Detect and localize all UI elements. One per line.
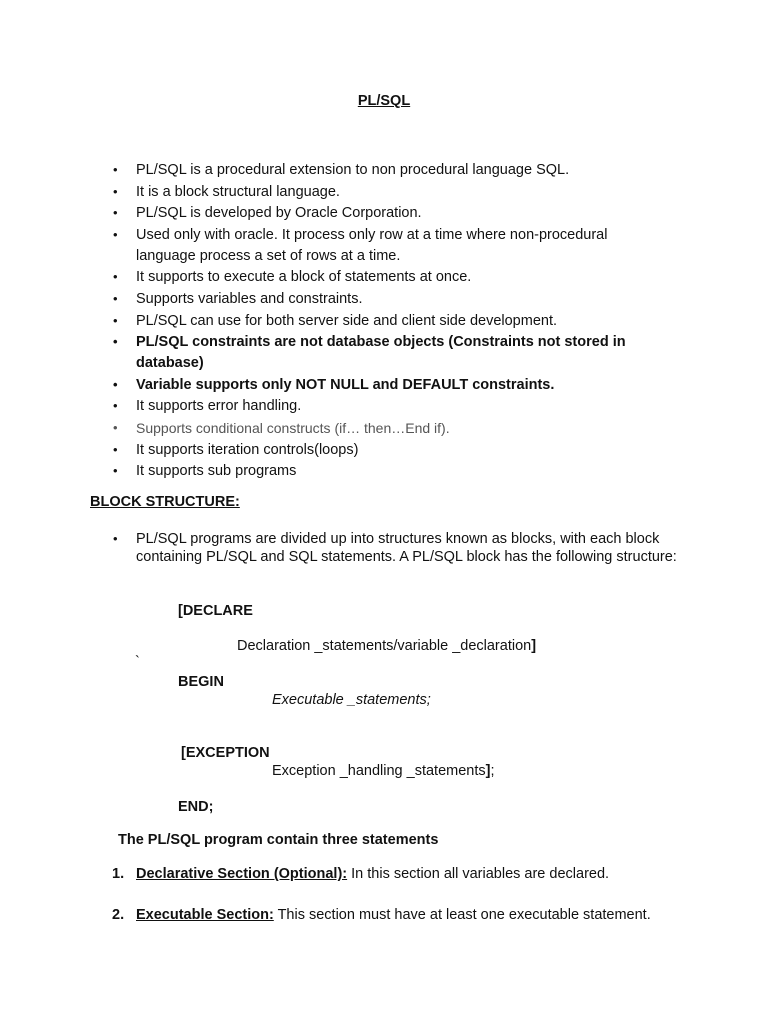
code-exception-handling: Exception _handling _statements bbox=[272, 763, 486, 779]
code-begin: BEGIN bbox=[178, 674, 224, 690]
code-end: END; bbox=[178, 799, 214, 815]
list-item bbox=[110, 906, 710, 924]
bullet-icon: • bbox=[113, 398, 118, 414]
summary-text: The PL/SQL program contain three statements bbox=[118, 832, 439, 848]
list-item-text: PL/SQL is a procedural extension to non procedural language SQL. bbox=[136, 162, 570, 178]
block-structure-heading: BLOCK STRUCTURE: bbox=[90, 494, 240, 510]
bullet-icon: • bbox=[113, 419, 118, 435]
bullet-icon: • bbox=[113, 290, 118, 306]
list-item bbox=[110, 311, 670, 332]
list-item-text: PL/SQL can use for both server side and client side development. bbox=[136, 312, 558, 329]
bullet-icon: • bbox=[113, 376, 118, 392]
bullet-icon: • bbox=[113, 205, 118, 221]
list-item bbox=[110, 225, 670, 266]
list-item-text: It supports sub programs bbox=[136, 463, 297, 480]
list-item bbox=[110, 375, 670, 396]
list-item-text: PL/SQL is developed by Oracle Corporation. bbox=[136, 205, 422, 222]
feature-list bbox=[110, 160, 670, 483]
list-item bbox=[110, 461, 670, 482]
list-item bbox=[110, 418, 670, 439]
list-item bbox=[110, 289, 670, 310]
list-item-text: It supports error handling. bbox=[136, 398, 302, 415]
section-list bbox=[110, 865, 710, 947]
list-item bbox=[110, 440, 670, 461]
code-exception: [EXCEPTION bbox=[181, 745, 270, 761]
list-item bbox=[110, 530, 680, 566]
code-backtick: ` bbox=[135, 654, 140, 670]
list-item-text: It is a block structural language. bbox=[136, 183, 340, 200]
list-item-text: Supports variables and constraints. bbox=[136, 290, 363, 307]
list-number: 1. bbox=[112, 866, 125, 882]
list-item-text: Supports conditional constructs (if… then…End if). bbox=[136, 419, 450, 436]
section-desc: In this section all variables are declared. bbox=[347, 866, 610, 882]
list-item bbox=[110, 267, 670, 288]
section-term: Declarative Section (Optional): bbox=[136, 866, 348, 882]
bullet-icon: • bbox=[113, 162, 118, 177]
list-item bbox=[110, 865, 710, 883]
bullet-icon: • bbox=[113, 463, 118, 479]
code-declaration-close: ] bbox=[531, 638, 537, 654]
bullet-icon: • bbox=[113, 312, 118, 328]
code-exception-close: ] bbox=[485, 763, 491, 779]
page-title: PL/SQL bbox=[357, 93, 411, 109]
code-declare: [DECLARE bbox=[178, 603, 253, 619]
block-structure-intro: PL/SQL programs are divided up into structures known as blocks, with each block containing PL/SQL and SQL statements. A PL/SQL block has the following structure: bbox=[136, 531, 677, 565]
section-desc: This section must have at least one executable statement. bbox=[273, 907, 651, 923]
list-item-text: Variable supports only NOT NULL and DEFAULT constraints. bbox=[136, 376, 555, 393]
list-item bbox=[110, 332, 670, 373]
bullet-icon: • bbox=[113, 183, 118, 199]
list-item-text: PL/SQL constraints are not database objects (Constraints not stored in database) bbox=[136, 334, 626, 371]
list-item-text: Used only with oracle. It process only row at a time where non-procedural language process a set of rows at a time. bbox=[136, 227, 608, 264]
list-item bbox=[110, 396, 670, 417]
list-item bbox=[110, 160, 670, 181]
list-item bbox=[110, 182, 670, 203]
list-item-text: It supports to execute a block of statements at once. bbox=[136, 269, 472, 286]
code-declaration: Declaration _statements/variable _declaration bbox=[237, 638, 532, 654]
bullet-icon: • bbox=[113, 441, 118, 457]
code-declaration-line bbox=[237, 638, 536, 654]
code-exception-semicolon: ; bbox=[490, 763, 495, 779]
bullet-icon: • bbox=[113, 227, 118, 243]
list-number: 2. bbox=[112, 907, 125, 923]
list-item-text: It supports iteration controls(loops) bbox=[136, 441, 359, 458]
code-exception-line bbox=[272, 763, 495, 779]
list-item bbox=[110, 203, 670, 224]
bullet-icon: • bbox=[113, 269, 118, 285]
block-structure-list bbox=[110, 530, 680, 566]
bullet-icon: • bbox=[113, 334, 118, 350]
code-executable: Executable _statements; bbox=[272, 692, 431, 708]
section-term: Executable Section: bbox=[136, 907, 274, 923]
bullet-icon: • bbox=[113, 531, 118, 546]
